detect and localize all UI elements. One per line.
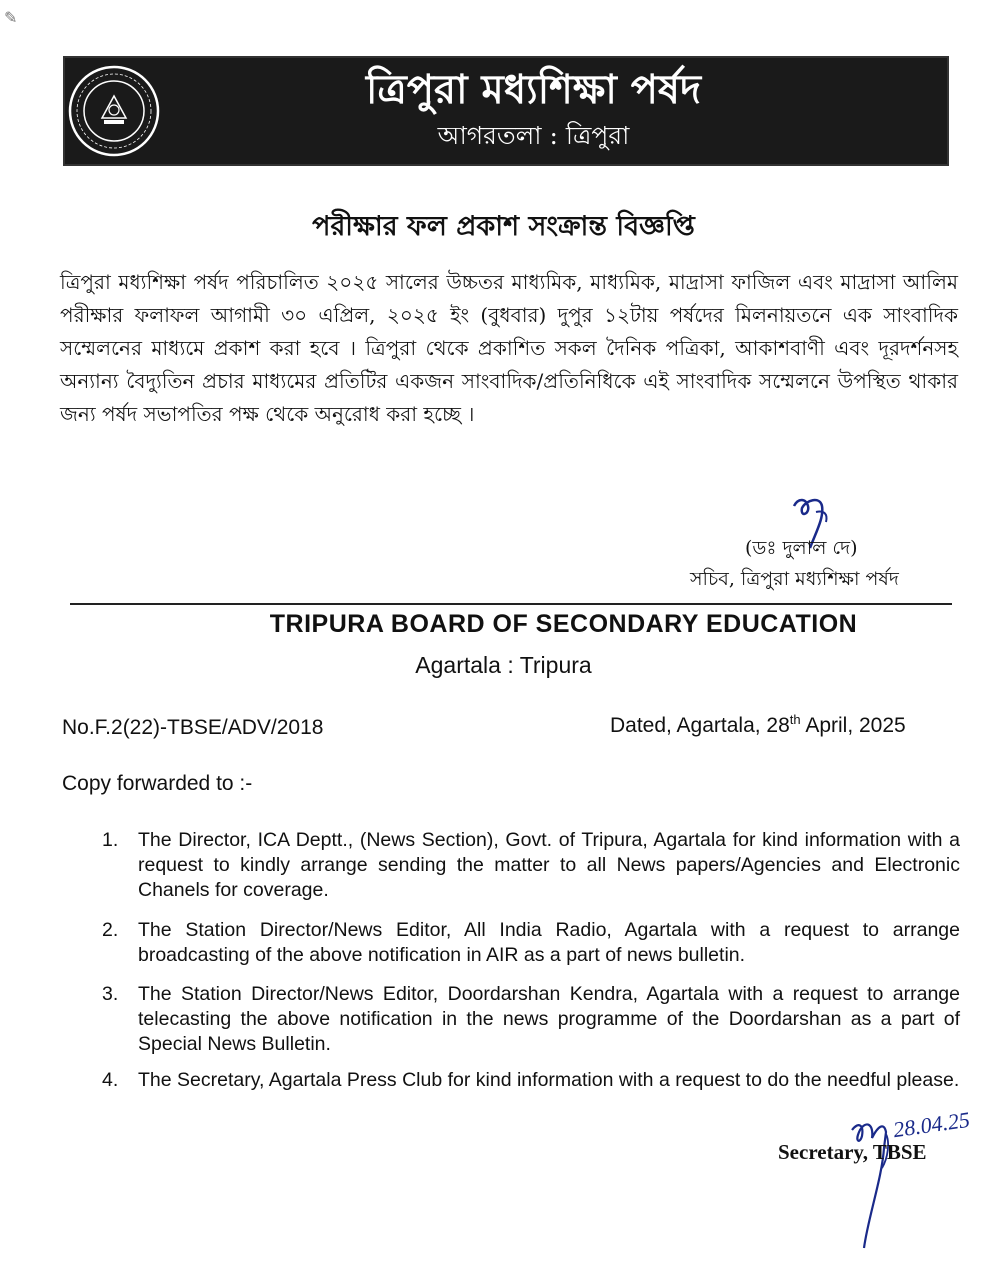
header-subtitle-bengali: আগরতলা : ত্রিপুরা <box>437 121 630 150</box>
recipient-number: 4. <box>102 1069 119 1091</box>
section-divider <box>70 603 952 605</box>
memo-number: No.F.2(22)-TBSE/ADV/2018 <box>62 716 324 739</box>
org-place-english: Agartala : Tripura <box>415 652 592 678</box>
signatory-designation-bengali: সচিব, ত্রিপুরা মধ্যশিক্ষা পর্ষদ <box>690 568 899 590</box>
recipient-number: 3. <box>102 983 119 1005</box>
signatory-name-bengali: (ডঃ দুলাল দে) <box>745 537 858 559</box>
org-title-english: TRIPURA BOARD OF SECONDARY EDUCATION <box>269 610 858 638</box>
recipient-number: 1. <box>102 829 119 851</box>
signoff-title: Secretary, TBSE <box>778 1140 927 1164</box>
notice-heading-bengali: পরীক্ষার ফল প্রকাশ সংক্রান্ত বিজ্ঞপ্তি <box>312 211 695 242</box>
recipient-item <box>102 918 960 968</box>
corner-mark: ✎ <box>4 8 18 27</box>
recipient-text: The Secretary, Agartala Press Club for kind information with a request to do the needful please. <box>138 1069 960 1091</box>
notice-body-bengali: ত্রিপুরা মধ্যশিক্ষা পর্ষদ পরিচালিত ২০২৫ সালের উচ্চতর মাধ্যমিক, মাধ্যমিক, মাদ্রাসা ফাজিল এবং মাদ্রাসা আলিম পরীক্ষার ফলাফল আগামী ৩০ এপ্রিল, ২০২৫ ইং (বুধবার) দুপুর ১২টায় পর্ষদের মিলনায়তনে এক সাংবাদিক সম্মেলনের মাধ্যমে প্রকাশ করা হবে । ত্রিপুরা থেকে প্রকাশিত সকল দৈনিক পত্রিকা, আকাশবাণী এবং দূরদর্শনসহ অন্যান্য বৈদ্যুতিন প্রচার মাধ্যমের প্রতিটির একজন সাংবাদিক/প্রতিনিধিকে এই সাংবাদিক সম্মেলনে উপস্থিত থাকার জন্য পর্ষদ সভাপতির পক্ষ থেকে অনুরোধ করা হচ্ছে । <box>60 270 958 426</box>
copy-forwarded-label: Copy forwarded to :- <box>62 772 253 795</box>
recipient-number: 2. <box>102 919 119 941</box>
memo-date-ordinal: th <box>789 712 801 727</box>
memo-date-suffix: April, 2025 <box>800 714 906 737</box>
recipient-item <box>102 828 960 903</box>
recipient-text: The Station Director/News Editor, All India Radio, Agartala with a request to arrange broadcasting of the above notification in AIR as a part of news bulletin. <box>138 919 960 966</box>
recipient-text: The Station Director/News Editor, Doordarshan Kendra, Agartala with a request to arrange telecasting the above notification in the news programme of the Doordarshan as a part of Special News Bulletin. <box>138 983 960 1055</box>
signoff-date: 28.04.25 <box>891 1106 972 1143</box>
header-title-bengali: ত্রিপুরা মধ্যশিক্ষা পর্ষদ <box>365 66 701 113</box>
recipient-item <box>102 982 960 1057</box>
memo-date-prefix: Dated, Agartala, 28 <box>610 714 790 737</box>
recipient-item <box>102 1068 960 1093</box>
recipient-text: The Director, ICA Deptt., (News Section), Govt. of Tripura, Agartala for kind information with a request to kindly arrange sending the matter to all News papers/Agencies and Electronic Chanels for coverage. <box>138 829 960 901</box>
memo-date <box>610 712 906 738</box>
